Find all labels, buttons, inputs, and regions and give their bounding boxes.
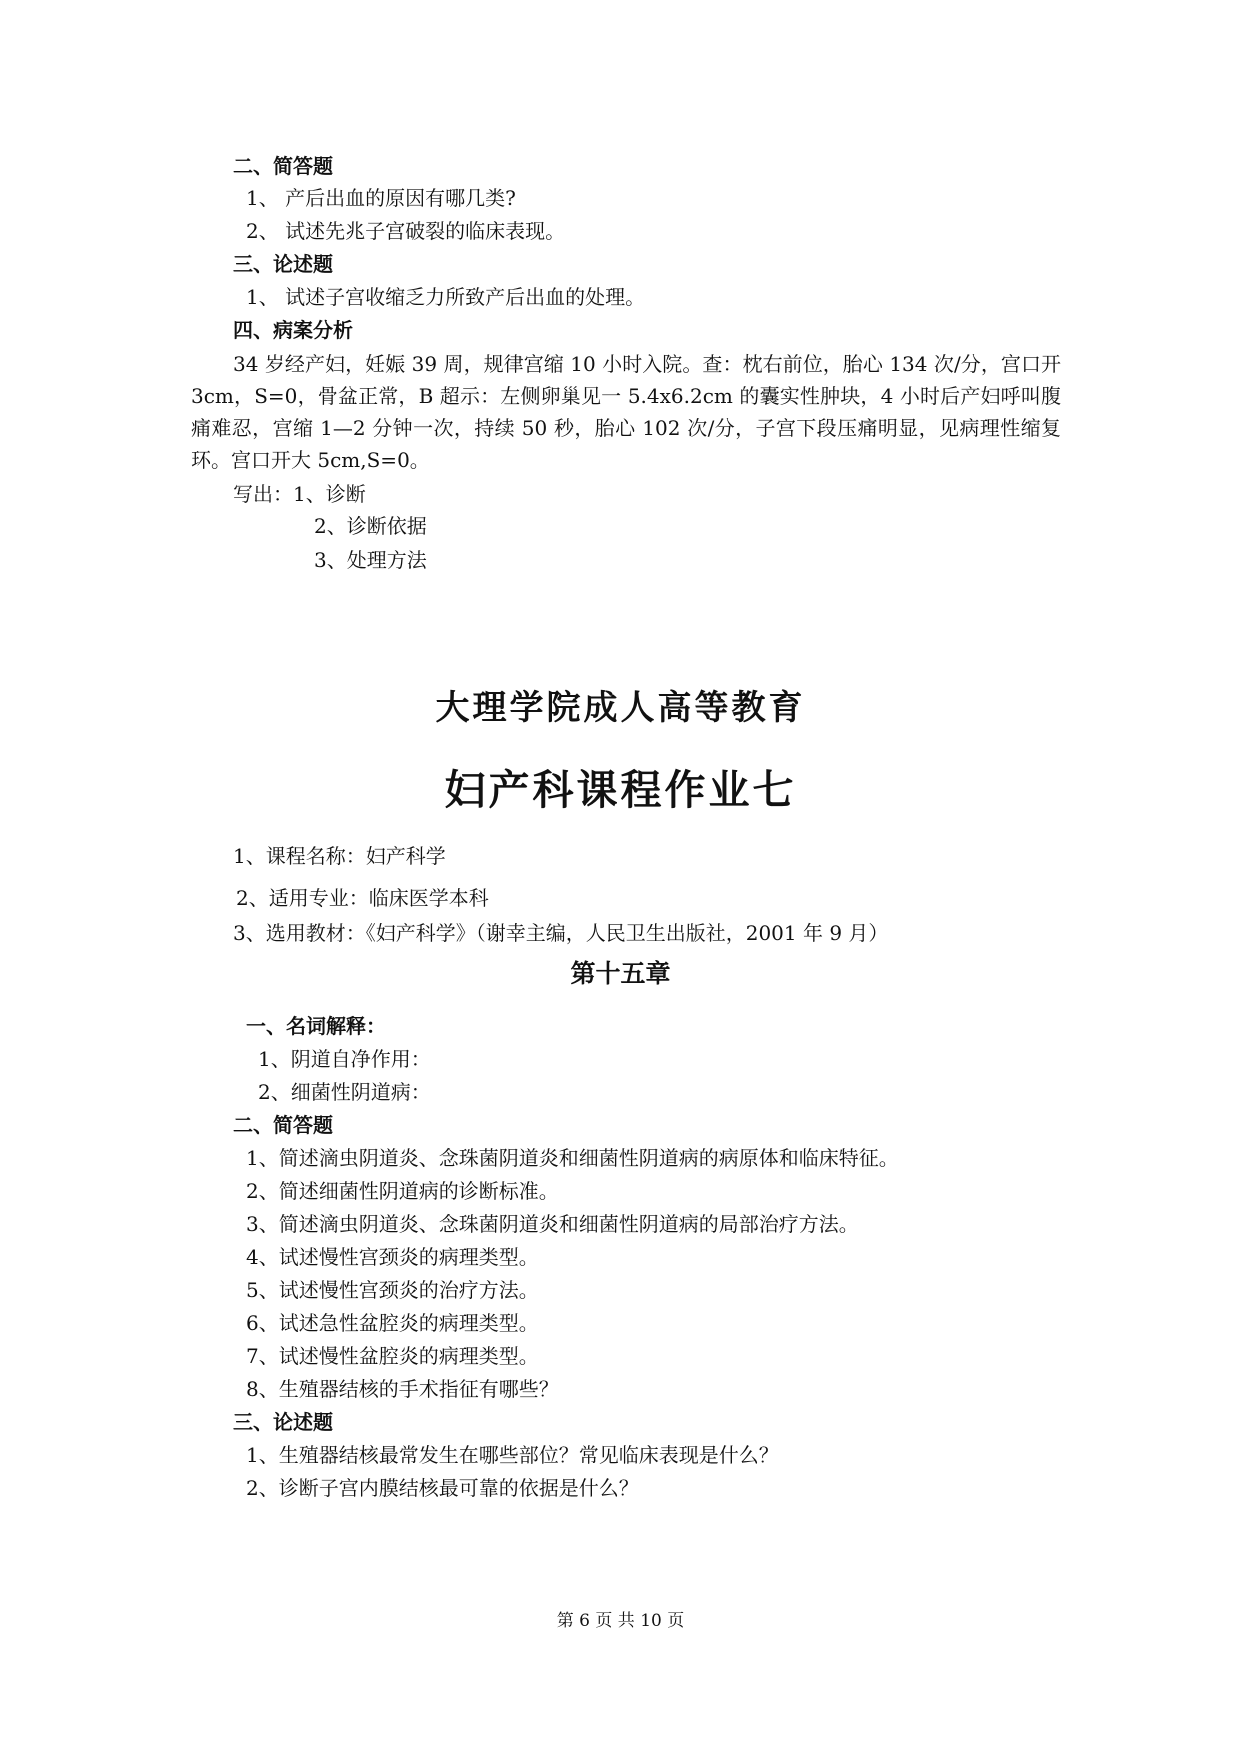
page-number: 第 6 页 共 10 页 xyxy=(556,1611,685,1631)
question-item: 2、诊断子宫内膜结核最可靠的依据是什么？ xyxy=(246,1476,639,1500)
question-item: 1、简述滴虫阴道炎、念珠菌阴道炎和细菌性阴道病的病原体和临床特征。 xyxy=(246,1146,899,1170)
section-heading-essay: 三、论述题 xyxy=(233,1410,333,1434)
course-info-textbook: 3、选用教材：《妇产科学》（谢幸主编，人民卫生出版社，2001 年 9 月） xyxy=(233,921,889,945)
question-item: 3、简述滴虫阴道炎、念珠菌阴道炎和细菌性阴道病的局部治疗方法。 xyxy=(246,1212,859,1236)
question-item: 1、 试述子宫收缩乏力所致产后出血的处理。 xyxy=(246,285,646,309)
institution-title: 大理学院成人高等教育 xyxy=(435,688,806,728)
section-heading-short-answer: 二、简答题 xyxy=(233,1113,333,1137)
course-info-name: 1、课程名称：妇产科学 xyxy=(233,844,446,868)
question-item: 6、试述急性盆腔炎的病理类型。 xyxy=(246,1311,539,1335)
chapter-title: 第十五章 xyxy=(570,959,671,988)
case-text: 34 岁经产妇，妊娠 39 周，规律宫缩 10 小时入院。查：枕右前位，胎心 134 次/分，宫口开 3cm，S=0，骨盆正常，B 超示：左侧卵巢见一 5.4x6.2cm 的囊实性肿块，4 小时后产妇呼叫腹痛难忍，宫缩 1—2 分钟一次，持续 50 秒，胎心 102 次/分，子宫下段压痛明显，见病理性缩复环。宫口开大 5cm,S=0。 xyxy=(191,352,1061,472)
question-item: 2、 试述先兆子宫破裂的临床表现。 xyxy=(246,219,566,243)
question-item: 1、阴道自净作用： xyxy=(258,1047,431,1071)
case-description xyxy=(191,348,1061,476)
section-heading-case-analysis: 四、病案分析 xyxy=(233,318,353,342)
section-heading-short-answer: 二、简答题 xyxy=(233,154,333,178)
question-item: 1、生殖器结核最常发生在哪些部位？常见临床表现是什么？ xyxy=(246,1443,779,1467)
question-item: 5、试述慢性宫颈炎的治疗方法。 xyxy=(246,1278,539,1302)
write-out-item: 2、诊断依据 xyxy=(314,514,427,538)
course-info-major: 2、适用专业：临床医学本科 xyxy=(236,886,489,910)
question-item: 4、试述慢性宫颈炎的病理类型。 xyxy=(246,1245,539,1269)
question-item: 2、简述细菌性阴道病的诊断标准。 xyxy=(246,1179,559,1203)
question-item: 2、细菌性阴道病： xyxy=(258,1080,431,1104)
question-item: 1、 产后出血的原因有哪几类? xyxy=(246,186,516,210)
assignment-title: 妇产科课程作业七 xyxy=(444,766,797,814)
question-item: 8、生殖器结核的手术指征有哪些？ xyxy=(246,1377,559,1401)
write-out-label: 写出：1、诊断 xyxy=(233,482,366,506)
question-item: 7、试述慢性盆腔炎的病理类型。 xyxy=(246,1344,539,1368)
section-heading-essay: 三、论述题 xyxy=(233,252,333,276)
section-heading-definitions: 一、名词解释： xyxy=(246,1014,386,1038)
write-out-item: 3、处理方法 xyxy=(314,548,427,572)
